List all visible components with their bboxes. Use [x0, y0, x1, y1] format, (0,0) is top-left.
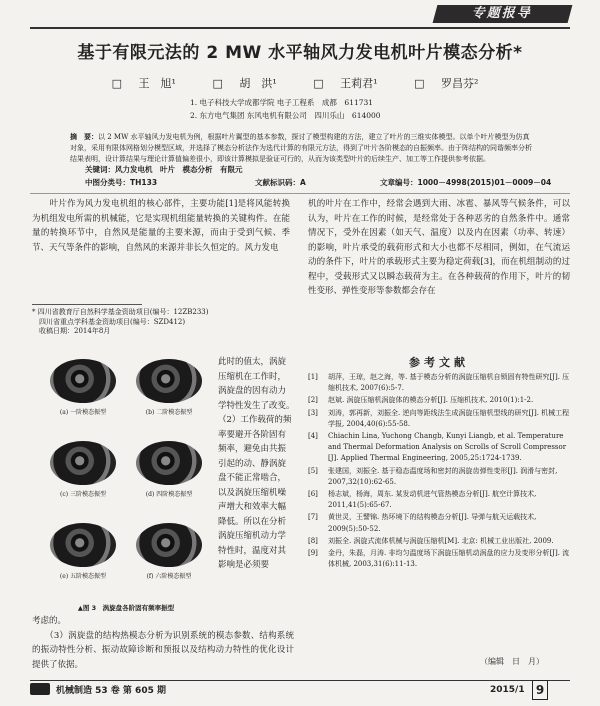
author-2: □ 胡 洪¹	[212, 77, 277, 90]
section-band: 专题报导	[433, 5, 573, 23]
reference-text: 胡萍，王琼，赵之海，等. 基于模态分析的涡旋压缩机自锁固有特性研究[J]. 压缩机技术, 2007(6):5-7.	[328, 373, 570, 393]
editor-note: （编辑 日 月）	[480, 657, 544, 666]
mode-shape-d-image	[136, 441, 202, 485]
reference-item	[308, 466, 570, 488]
page-number: 9	[532, 680, 548, 700]
clc-number: 中图分类号：TH133	[85, 178, 158, 187]
affiliation-2: 2. 东方电气集团 东风电机有限公司 四川乐山 614000	[190, 111, 381, 120]
reference-number: [9]	[308, 549, 318, 558]
reference-item	[308, 372, 570, 394]
reference-number: [4]	[308, 432, 318, 441]
author-4: □ 罗昌芬²	[414, 77, 479, 90]
keywords-text: 风力发电机 叶片 模态分析 有限元	[115, 165, 243, 174]
top-rule	[30, 27, 570, 29]
abstract	[70, 132, 535, 165]
reference-list	[308, 372, 570, 571]
reference-number: [3]	[308, 408, 318, 417]
conclusion-paragraph: 考虑的。 （3）涡旋盘的结构热模态分析为识别系统的模态参数、结构系统的振动特性分析、振动故障诊断和预报以及结构动力特性的优化设计提供了依据。	[32, 616, 294, 670]
abstract-label: 摘 要：	[70, 133, 98, 141]
mode-shape-c-image	[50, 441, 116, 485]
reference-item	[308, 512, 570, 534]
references-heading: 参考文献	[409, 356, 469, 369]
figure-wrap-text: 此时的值太，涡旋压缩机在工作时，涡旋盘的因有动力学特性发生了改变。 （2）工作载荷的频率要避开各阶固有频率，避免由共振引起的动、静涡旋盘不能正常啮合，以及涡旋压缩机噪声增大和效率大幅降低。所以在分析涡旋压缩机动力学特性时，温度对其影响是必须要	[218, 357, 299, 570]
reference-text: Chiachin Lina, Yuchong Changb, Kunyi Liangb, et al. Temperature and Thermal Deformation Analysis on Scrolls of Scroll Compressor [J]. Applied Thermal Engineering, 2005,25:1724-1739.	[328, 432, 567, 463]
abstract-text: 以 2 MW 水平轴风力发电机为例，根据叶片翼型的基本参数，探讨了模型构建的方法，建立了叶片的三维实体模型。以单个叶片模型为仿真对象，采用有限体网格划分模型区域，并选择了模态分析法作为选代计算的有限元方法，得到了叶片各阶模态的自振频率。由于阵结构的同谐频率分析结果表明，设计算结果与理论计算值偏差很小，即该计算模拟是验证可行的，从而为该类型叶片的后续生产、加工等工作提供参考依据。	[70, 133, 532, 163]
reference-text: 黄世灵，王譬锦. 热环境下的结构模态分析[J]. 导弹与航天运载技术, 2009(5):50-52.	[328, 513, 537, 533]
reference-text: 刘振全. 涡旋式流体机械与涡旋压缩机[M]. 北京: 机械工业出版社, 2009.	[328, 536, 554, 545]
mode-shape-b-image	[136, 359, 202, 403]
footnote: * 四川省教育厅自然科学基金资助项目(编号：12ZB233) 四川省重点学科基金资助项目(编号：SZD412) 收稿日期：2014年8月	[32, 308, 209, 335]
reference-number: [5]	[308, 466, 318, 475]
reference-number: [6]	[308, 490, 318, 499]
figure-3	[40, 355, 212, 602]
subfig-caption-f: (f) 六阶模态振型	[146, 573, 192, 580]
reference-item	[308, 548, 570, 570]
mode-shape-f-image	[136, 523, 202, 567]
reference-number: [1]	[308, 373, 318, 381]
keywords	[85, 164, 243, 175]
affiliation-1: 1. 电子科技大学成都学院 电子工程系 成都 611731	[190, 98, 374, 107]
issue-number: 2015/1	[490, 685, 525, 695]
reference-text: 张建国，刘振全. 基于稳态温度场和密封的涡旋齿弹性变形[J]. 润滑与密封, 2007,32(10):62-65.	[328, 466, 558, 486]
journal-name: 机械制造 53 卷 第 605 期	[56, 686, 166, 696]
mode-shape-e-image	[50, 523, 116, 567]
author-1: □ 王 旭¹	[111, 77, 176, 90]
reference-item	[308, 408, 570, 430]
article-title: 基于有限元法的 2 MW 水平轴风力发电机叶片模态分析*	[77, 43, 523, 63]
reference-item	[308, 489, 570, 511]
footnote-rule	[32, 304, 142, 305]
article-number: 文章编号：1000－4998(2015)01－0009－04	[380, 178, 552, 187]
subfig-caption-b: (b) 二阶模态振型	[145, 409, 193, 416]
keywords-label: 关键词：	[85, 165, 115, 174]
body-left-paragraph: 叶片作为风力发电机组的核心部件，主要功能[1]是将风能转换为机组发电所需的机械能，它是实现机组能量转换的关键构件。在能量的转换环节中，自然风是能量的主要来源，而由于受到气候、季节、天气等条件的影响，自然风的来源并非长久恒定的。风力发电	[32, 199, 290, 253]
reference-item	[308, 395, 570, 406]
reference-item	[308, 431, 570, 465]
header-separator	[30, 193, 570, 194]
subfig-caption-d: (d) 四阶模态振型	[145, 491, 193, 498]
journal-logo-icon	[30, 683, 50, 695]
subfig-caption-e: (e) 五阶模态振型	[59, 573, 107, 580]
mode-shape-a-image	[50, 359, 116, 403]
subfig-caption-a: (a) 一阶模态振型	[59, 409, 107, 416]
subfig-caption-c: (c) 三阶模态振型	[60, 491, 106, 498]
figure-caption: ▲图 3 涡旋盘各阶固有频率振型	[77, 604, 175, 612]
reference-item	[308, 536, 570, 547]
reference-text: 杨志斌，杨海，周东. 某发动机进气管热模态分析[J]. 航空计算技术, 2011,41(5):65-67.	[328, 490, 537, 510]
reference-number: [7]	[308, 513, 318, 522]
reference-text: 刘涛，郭再新，刘振全. 逆向等距线法生成涡旋压缩机型线的研究[J]. 机械工程学报, 2004,40(6):55-58.	[328, 408, 570, 428]
body-right-paragraph: 机的叶片在工作中，经常会遇到大雨、冰雹、暴风等气候条件，可以认为，叶片在工作的时候，是经常处于各种恶劣的自然条件中。通常情况下，受外在因素（如天气、温度）以及内在因素（功率、转速）的影响，叶片承受的载荷形式和大小也都不尽相同，例如，在气流运动的条件下，叶片的承载形式主要为稳定荷载[3]，而在机组制动的过程中，受载形式又以瞬态载荷为主。在各种载荷的作用下，叶片的韧性变形、弹性变形等参数都会存在	[308, 199, 570, 296]
bottom-rule	[30, 680, 570, 681]
reference-text: 赵斌. 涡旋压缩机涡旋体的模态分析[J]. 压缩机技术, 2010(1):1-2.	[328, 396, 534, 405]
reference-number: [8]	[308, 536, 318, 545]
reference-text: 金丹，朱磊，月涛. 非均匀温度场下涡旋压缩机动涡盘的应力及变形分析[J]. 流体机械, 2003,31(6):11-13.	[328, 549, 570, 569]
reference-number: [2]	[308, 396, 318, 405]
author-list	[0, 75, 600, 91]
document-code: 文献标识码：A	[255, 178, 306, 187]
author-3: □ 王莉君¹	[313, 77, 378, 90]
